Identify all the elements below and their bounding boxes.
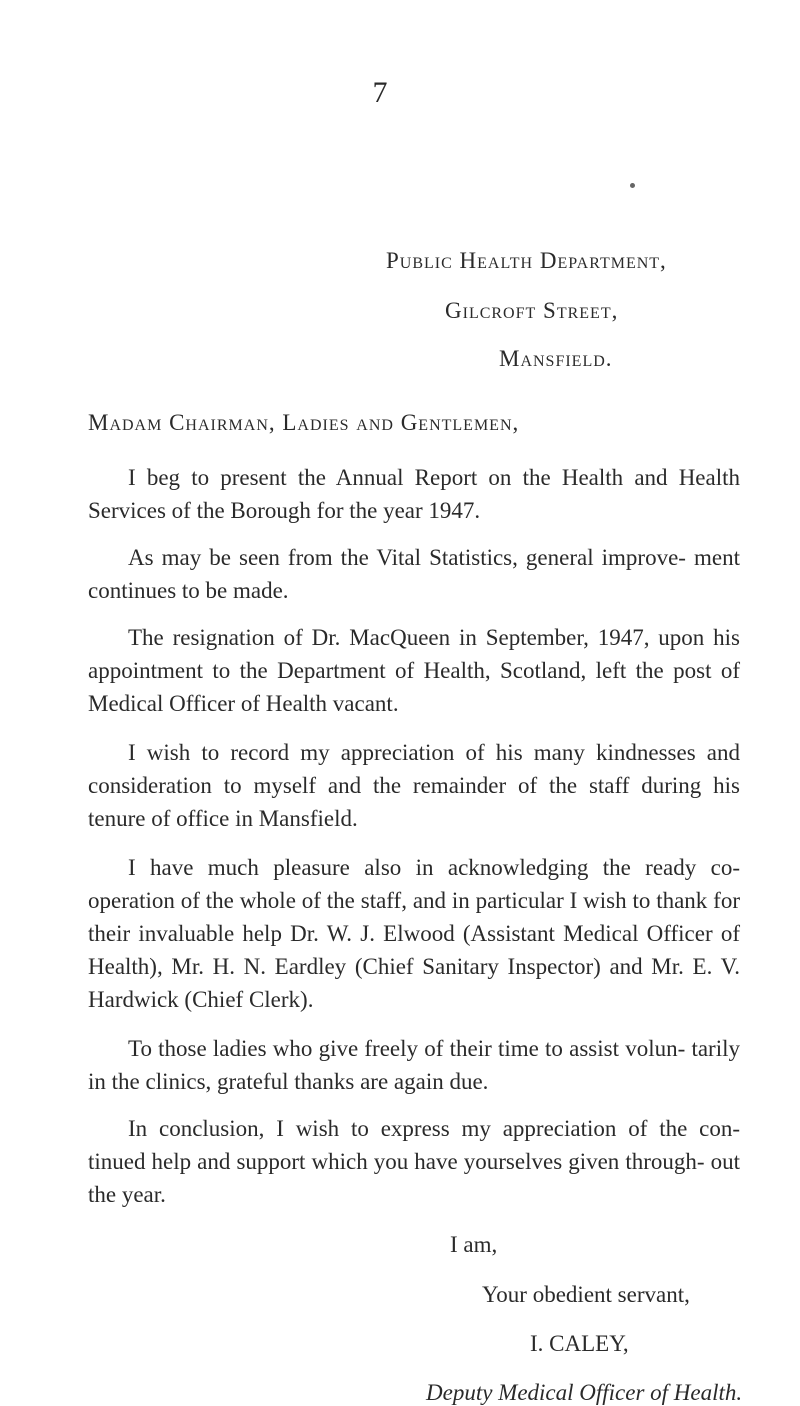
signatory-name: I. CALEY, xyxy=(530,1331,629,1356)
print-speck xyxy=(630,183,635,188)
address-line-street: Gilcroft Street, xyxy=(445,298,619,323)
salutation: Madam Chairman, Ladies and Gentlemen, xyxy=(88,410,520,435)
page-number: 7 xyxy=(372,76,388,109)
paragraph-resignation: The resignation of Dr. MacQueen in September, 1947, upon his appointment to the Department of Health, Scotland, left the post of Medical Officer of Health vacant. xyxy=(88,625,740,716)
address-line-department: Public Health Department, xyxy=(386,248,667,273)
signatory-title: Deputy Medical Officer of Health. xyxy=(426,1380,743,1405)
address-line-town: Mansfield. xyxy=(499,346,613,371)
closing-obedient-servant: Your obedient servant, xyxy=(482,1282,690,1307)
paragraph-conclusion: In conclusion, I wish to express my appreciation of the con- tinued help and support which you have yourselves given through- out the year. xyxy=(88,1116,740,1207)
closing-i-am: I am, xyxy=(450,1232,498,1257)
paragraph-appreciation: I wish to record my appreciation of his many kindnesses and consideration to myself and the remainder of the staff during his tenure of office in Mansfield. xyxy=(88,740,740,831)
paragraph-report-presentation: I beg to present the Annual Report on the Health and Health Services of the Borough for the year 1947. xyxy=(88,465,740,523)
paragraph-staff-cooperation: I have much pleasure also in acknowledging the ready co- operation of the whole of the staff, and in particular I wish to thank for their invaluable help Dr. W. J. Elwood (Assistant Medical Officer of Health), Mr. H. N. Eardley (Chief Sanitary Inspector) and Mr. E. V. Hardwick (Chief Clerk). xyxy=(88,855,740,1012)
paragraph-vital-statistics: As may be seen from the Vital Statistics, general improve- ment continues to be made. xyxy=(88,545,740,603)
paragraph-volunteers: To those ladies who give freely of their time to assist volun- tarily in the clinics, grateful thanks are again due. xyxy=(88,1036,740,1094)
